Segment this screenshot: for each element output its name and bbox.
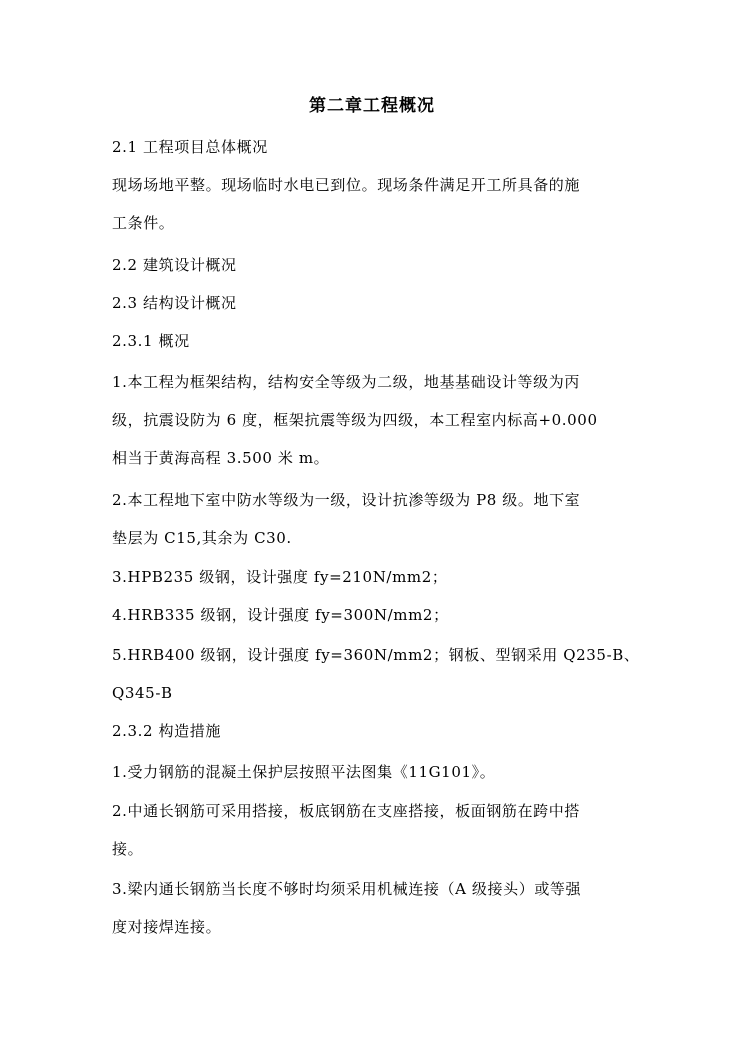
paragraph-line: Q345-B xyxy=(112,684,173,702)
section-heading-2-3: 2.3 结构设计概况 xyxy=(112,294,237,312)
section-heading-2-1: 2.1 工程项目总体概况 xyxy=(112,138,268,156)
subsection-heading-2-3-2: 2.3.2 构造措施 xyxy=(112,722,221,740)
paragraph-line: 5.HRB400 级钢，设计强度 fy=360N/mm2；钢板、型钢采用 Q235-B、 xyxy=(112,646,640,664)
paragraph-line: 接。 xyxy=(112,840,144,858)
paragraph-line: 级，抗震设防为 6 度，框架抗震等级为四级，本工程室内标高+0.000 xyxy=(112,411,598,429)
paragraph-line: 垫层为 C15,其余为 C30. xyxy=(112,529,292,547)
chapter-title: 第二章工程概况 xyxy=(309,96,435,116)
paragraph-line: 度对接焊连接。 xyxy=(112,918,222,936)
paragraph-line: 4.HRB335 级钢，设计强度 fy=300N/mm2； xyxy=(112,606,449,624)
subsection-heading-2-3-1: 2.3.1 概况 xyxy=(112,332,190,350)
paragraph-line: 1.受力钢筋的混凝土保护层按照平法图集《11G101》。 xyxy=(112,763,496,781)
paragraph-line: 2.中通长钢筋可采用搭接，板底钢筋在支座搭接，板面钢筋在跨中搭 xyxy=(112,802,580,820)
paragraph-line: 2.本工程地下室中防水等级为一级，设计抗渗等级为 P8 级。地下室 xyxy=(112,491,581,509)
paragraph-line: 现场场地平整。现场临时水电已到位。现场条件满足开工所具备的施 xyxy=(112,176,581,194)
paragraph-line: 3.梁内通长钢筋当长度不够时均须采用机械连接（A 级接头）或等强 xyxy=(112,880,582,898)
section-heading-2-2: 2.2 建筑设计概况 xyxy=(112,256,237,274)
paragraph-line: 工条件。 xyxy=(112,214,175,232)
paragraph-line: 1.本工程为框架结构，结构安全等级为二级，地基基础设计等级为丙 xyxy=(112,373,580,391)
paragraph-line: 3.HPB235 级钢，设计强度 fy=210N/mm2； xyxy=(112,568,448,586)
paragraph-line: 相当于黄海高程 3.500 米 m。 xyxy=(112,449,330,467)
